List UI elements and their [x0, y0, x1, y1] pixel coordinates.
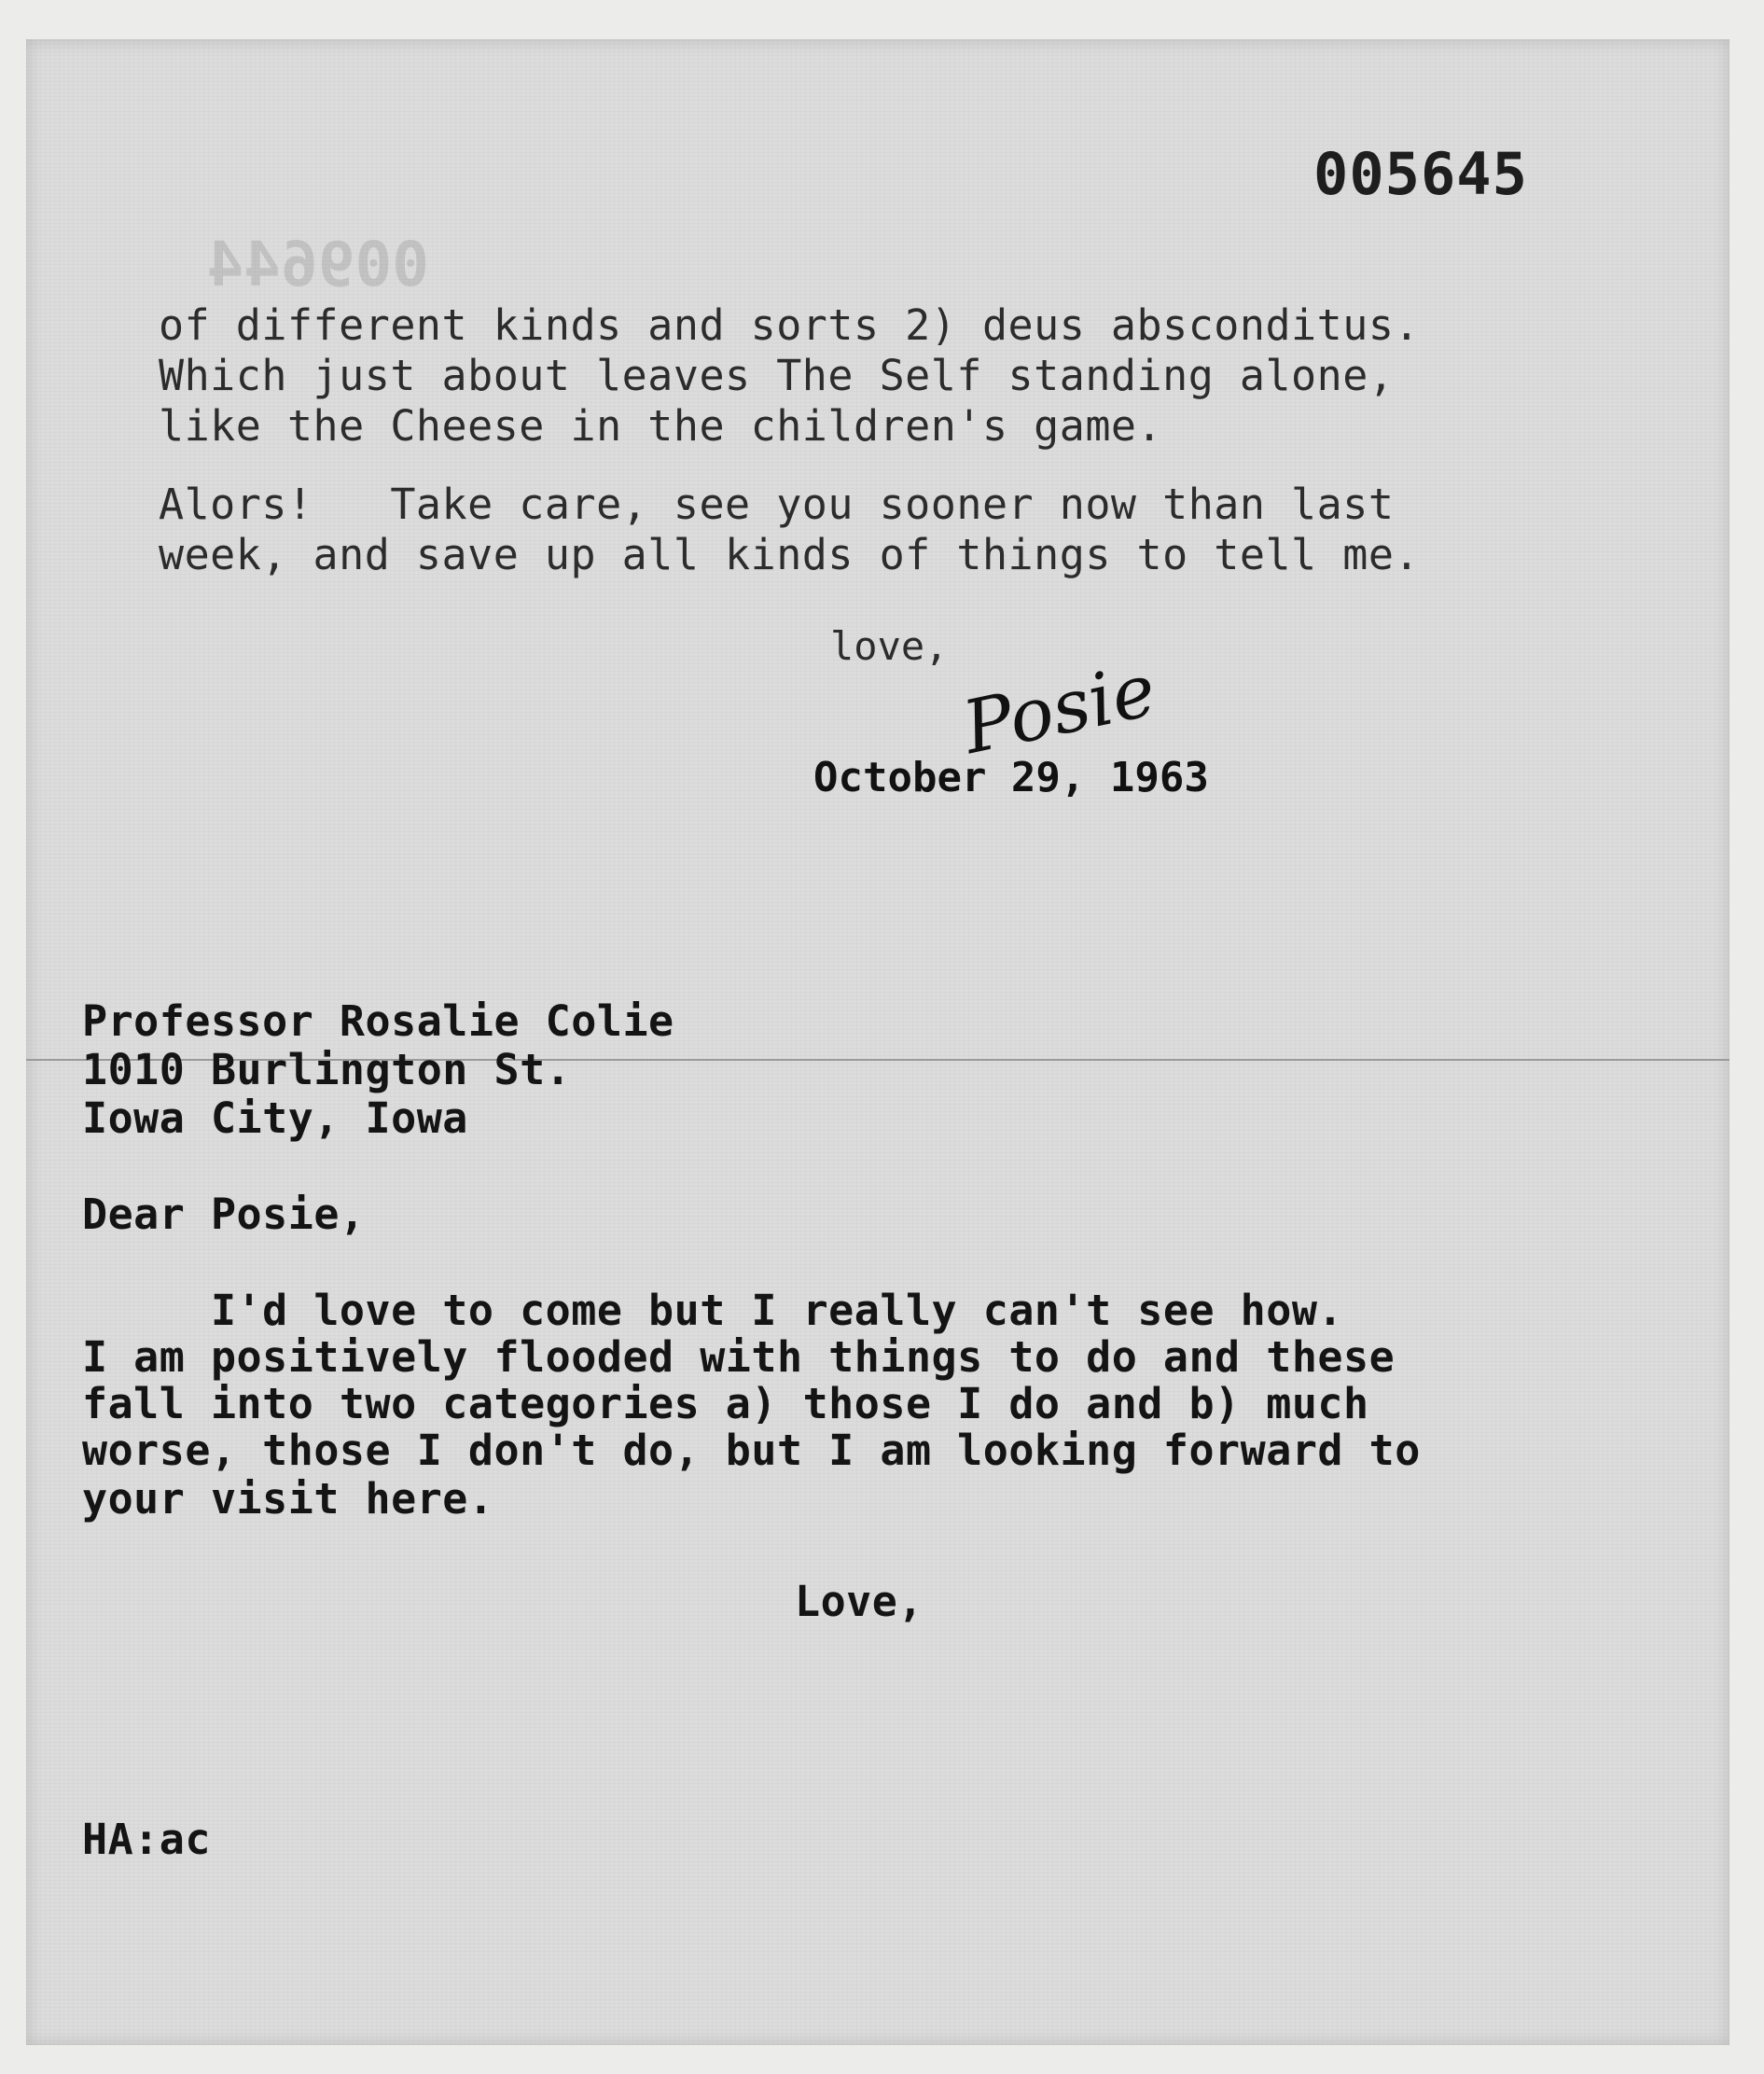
body-line: your visit here. — [82, 1474, 494, 1524]
body-line: fall into two categories a) those I do and b) much — [82, 1379, 1369, 1428]
previous-letter-closing: love, — [830, 623, 949, 669]
previous-letter-line: like the Cheese in the children's game. — [159, 401, 1163, 451]
previous-letter-line: Alors! Take care, see you sooner now than last — [159, 480, 1395, 529]
body-line: I'd love to come but I really can't see how. — [82, 1286, 1344, 1335]
previous-letter-line: of different kinds and sorts 2) deus absconditus. — [159, 300, 1421, 350]
reply-closing: Love, — [795, 1577, 924, 1626]
salutation: Dear Posie, — [82, 1190, 366, 1239]
document-number: 005645 — [1313, 140, 1528, 208]
bleed-through-number: 009644 — [206, 229, 429, 300]
recipient-street: 1010 Burlington St. — [82, 1045, 572, 1094]
letter-date: October 29, 1963 — [813, 754, 1209, 801]
recipient-name: Professor Rosalie Colie — [82, 996, 674, 1046]
body-line: worse, those I don't do, but I am looking forward to — [82, 1426, 1421, 1475]
recipient-city: Iowa City, Iowa — [82, 1093, 468, 1143]
body-line: I am positively flooded with things to do and these — [82, 1332, 1396, 1382]
previous-letter-line: week, and save up all kinds of things to tell me. — [159, 530, 1421, 579]
previous-letter-line: Which just about leaves The Self standing alone, — [159, 351, 1395, 400]
handwritten-signature: Posie — [956, 647, 1163, 772]
typist-initials: HA:ac — [82, 1815, 211, 1864]
